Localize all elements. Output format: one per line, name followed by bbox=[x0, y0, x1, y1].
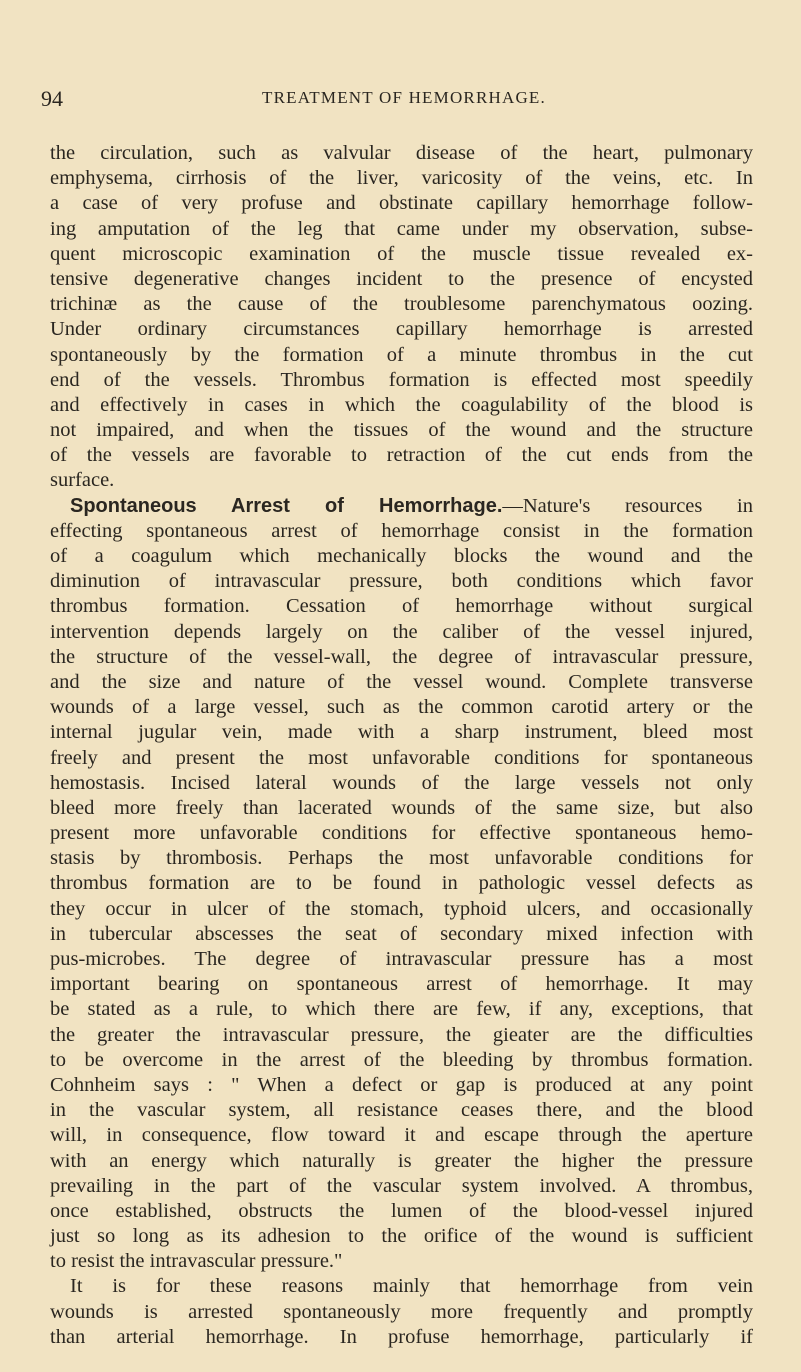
text-line: with an energy which naturally is greater the higher the pressure bbox=[50, 1149, 753, 1172]
text-line: bleed more freely than lacerated wounds of the same size, but also bbox=[50, 796, 753, 819]
text-line: be stated as a rule, to which there are few, if any, exceptions, that bbox=[50, 998, 753, 1021]
text-line: hemostasis. Incised lateral wounds of the large vessels not only bbox=[50, 771, 753, 794]
text-line: Cohnheim says : " When a defect or gap is produced at any point bbox=[50, 1073, 753, 1096]
page-number: 94 bbox=[41, 86, 63, 111]
text-line: emphysema, cirrhosis of the liver, varicosity of the veins, etc. In bbox=[50, 167, 753, 190]
text-line: to be overcome in the arrest of the bleeding by thrombus formation. bbox=[50, 1048, 753, 1071]
text-line: just so long as its adhesion to the orifice of the wound is sufficient bbox=[50, 1225, 753, 1248]
text-line: than arterial hemorrhage. In profuse hemorrhage, particularly if bbox=[50, 1325, 753, 1348]
text-line: they occur in ulcer of the stomach, typhoid ulcers, and occasionally bbox=[50, 897, 753, 920]
text-line: spontaneously by the formation of a minute thrombus in the cut bbox=[50, 343, 753, 366]
text-line: prevailing in the part of the vascular system involved. A thrombus, bbox=[50, 1174, 753, 1197]
text-line: important bearing on spontaneous arrest of hemorrhage. It may bbox=[50, 973, 753, 996]
text-line: thrombus formation are to be found in pathologic vessel defects as bbox=[50, 872, 753, 895]
text-line: trichinæ as the cause of the troublesome parenchymatous oozing. bbox=[50, 293, 753, 316]
text-line: diminution of intravascular pressure, both conditions which favor bbox=[50, 570, 753, 593]
text-line: once established, obstructs the lumen of the blood-vessel injured bbox=[50, 1199, 753, 1222]
text-line: wounds is arrested spontaneously more frequently and promptly bbox=[50, 1300, 753, 1323]
text-line: will, in consequence, flow toward it and escape through the aperture bbox=[50, 1124, 753, 1147]
text-line: stasis by thrombosis. Perhaps the most unfavorable conditions for bbox=[50, 847, 753, 870]
text-line: thrombus formation. Cessation of hemorrhage without surgical bbox=[50, 595, 753, 618]
text-line: freely and present the most unfavorable conditions for spontaneous bbox=[50, 746, 753, 769]
text-line: of the vessels are favorable to retraction of the cut ends from the bbox=[50, 444, 753, 467]
text-line: pus-microbes. The degree of intravascular pressure has a most bbox=[50, 948, 753, 970]
text-line: and the size and nature of the vessel wound. Complete transverse bbox=[50, 670, 753, 693]
text-line-content: —Nature's resources in bbox=[502, 494, 753, 517]
text-line: not impaired, and when the tissues of the wound and the structure bbox=[50, 419, 753, 442]
text-line: the structure of the vessel-wall, the degree of intravascular pressure, bbox=[50, 645, 753, 668]
text-line: of a coagulum which mechanically blocks the wound and the bbox=[50, 545, 753, 567]
text-line: internal jugular vein, made with a sharp instrument, bleed most bbox=[50, 721, 753, 744]
text-line: the circulation, such as valvular disease of the heart, pulmonary bbox=[50, 142, 753, 164]
running-title: TREATMENT OF HEMORRHAGE. bbox=[262, 88, 546, 107]
text-line bbox=[50, 494, 753, 519]
text-line: present more unfavorable conditions for effective spontaneous hemo- bbox=[50, 822, 753, 845]
text-line: It is for these reasons mainly that hemorrhage from vein bbox=[70, 1275, 753, 1298]
text-line: a case of very profuse and obstinate capillary hemorrhage follow- bbox=[50, 192, 753, 215]
text-line: intervention depends largely on the caliber of the vessel injured, bbox=[50, 620, 753, 643]
text-line: and effectively in cases in which the coagulability of the blood is bbox=[50, 393, 753, 416]
text-line: quent microscopic examination of the muscle tissue revealed ex- bbox=[50, 242, 753, 265]
text-line: wounds of a large vessel, such as the common carotid artery or the bbox=[50, 696, 753, 719]
text-line: in the vascular system, all resistance ceases there, and the blood bbox=[50, 1099, 753, 1122]
text-line: surface. bbox=[50, 469, 115, 492]
text-line: effecting spontaneous arrest of hemorrhage consist in the formation bbox=[50, 519, 753, 542]
section-heading: Spontaneous Arrest of Hemorrhage. bbox=[70, 494, 503, 517]
text-line: Under ordinary circumstances capillary hemorrhage is arrested bbox=[50, 318, 753, 341]
text-line: to resist the intravascular pressure." bbox=[50, 1250, 343, 1273]
text-line: the greater the intravascular pressure, the gieater are the difficulties bbox=[50, 1023, 753, 1046]
text-line: ing amputation of the leg that came under my observation, subse- bbox=[50, 217, 753, 240]
body-text bbox=[50, 141, 753, 1350]
text-line: tensive degenerative changes incident to the presence of encysted bbox=[50, 267, 753, 290]
text-line: end of the vessels. Thrombus formation is effected most speedily bbox=[50, 368, 753, 391]
text-line: in tubercular abscesses the seat of secondary mixed infection with bbox=[50, 922, 753, 945]
